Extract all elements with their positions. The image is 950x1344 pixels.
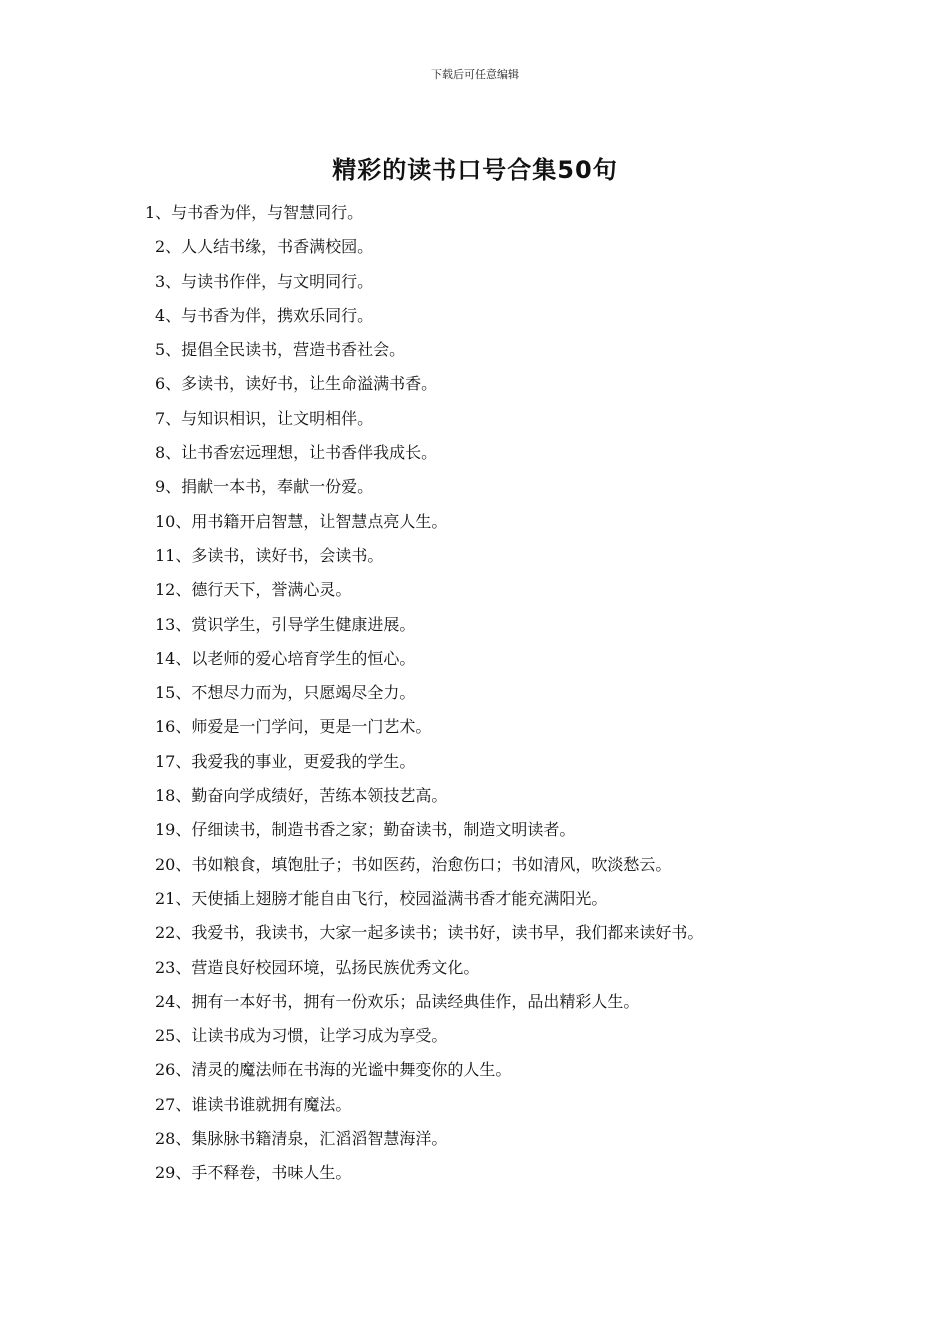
slogan-item: 29、手不释卷，书味人生。 [155,1163,352,1183]
slogan-item: 15、不想尽力而为，只愿竭尽全力。 [155,683,416,703]
slogan-item: 12、德行天下，誉满心灵。 [155,580,352,600]
slogan-item: 27、谁读书谁就拥有魔法。 [155,1094,352,1114]
slogan-item: 6、多读书，读好书，让生命溢满书香。 [155,374,438,394]
slogan-item: 7、与知识相识，让文明相伴。 [155,408,374,428]
slogan-item: 17、我爱我的事业，更爱我的学生。 [155,751,416,771]
slogan-item: 20、书如粮食，填饱肚子；书如医药，治愈伤口；书如清风，吹淡愁云。 [155,854,672,874]
slogan-item: 21、天使插上翅膀才能自由飞行，校园溢满书香才能充满阳光。 [155,888,608,908]
slogan-item: 11、多读书，读好书，会读书。 [155,545,384,565]
slogan-item: 14、以老师的爱心培育学生的恒心。 [155,648,416,668]
slogan-list [0,198,950,1193]
slogan-item: 8、让书香宏远理想，让书香伴我成长。 [155,443,438,463]
slogan-item: 28、集脉脉书籍清泉，汇滔滔智慧海洋。 [155,1129,448,1149]
slogan-item: 23、营造良好校园环境，弘扬民族优秀文化。 [155,957,480,977]
slogan-item: 5、提倡全民读书，营造书香社会。 [155,340,406,360]
slogan-item: 2、人人结书缘，书香满校园。 [155,237,374,257]
slogan-item: 4、与书香为伴，携欢乐同行。 [155,305,374,325]
slogan-item: 25、让读书成为习惯，让学习成为享受。 [155,1026,448,1046]
page-title: 精彩的读书口号合集50句 [332,156,618,184]
slogan-item: 22、我爱书，我读书，大家一起多读书；读书好，读书早，我们都来读好书。 [155,923,704,943]
slogan-item: 9、捐献一本书，奉献一份爱。 [155,477,374,497]
header-note: 下载后可任意编辑 [431,68,519,81]
slogan-item: 18、勤奋向学成绩好，苦练本领技艺高。 [155,786,448,806]
slogan-item: 13、赏识学生，引导学生健康进展。 [155,614,416,634]
slogan-item: 3、与读书作伴，与文明同行。 [155,271,374,291]
slogan-item: 1、与书香为伴，与智慧同行。 [145,203,364,222]
slogan-item: 26、清灵的魔法师在书海的光谧中舞变你的人生。 [155,1060,512,1080]
slogan-item: 10、用书籍开启智慧，让智慧点亮人生。 [155,511,448,531]
slogan-item: 24、拥有一本好书，拥有一份欢乐；品读经典佳作，品出精彩人生。 [155,991,640,1011]
slogan-item: 16、师爱是一门学问，更是一门艺术。 [155,717,432,737]
slogan-item: 19、仔细读书，制造书香之家；勤奋读书，制造文明读者。 [155,820,576,840]
